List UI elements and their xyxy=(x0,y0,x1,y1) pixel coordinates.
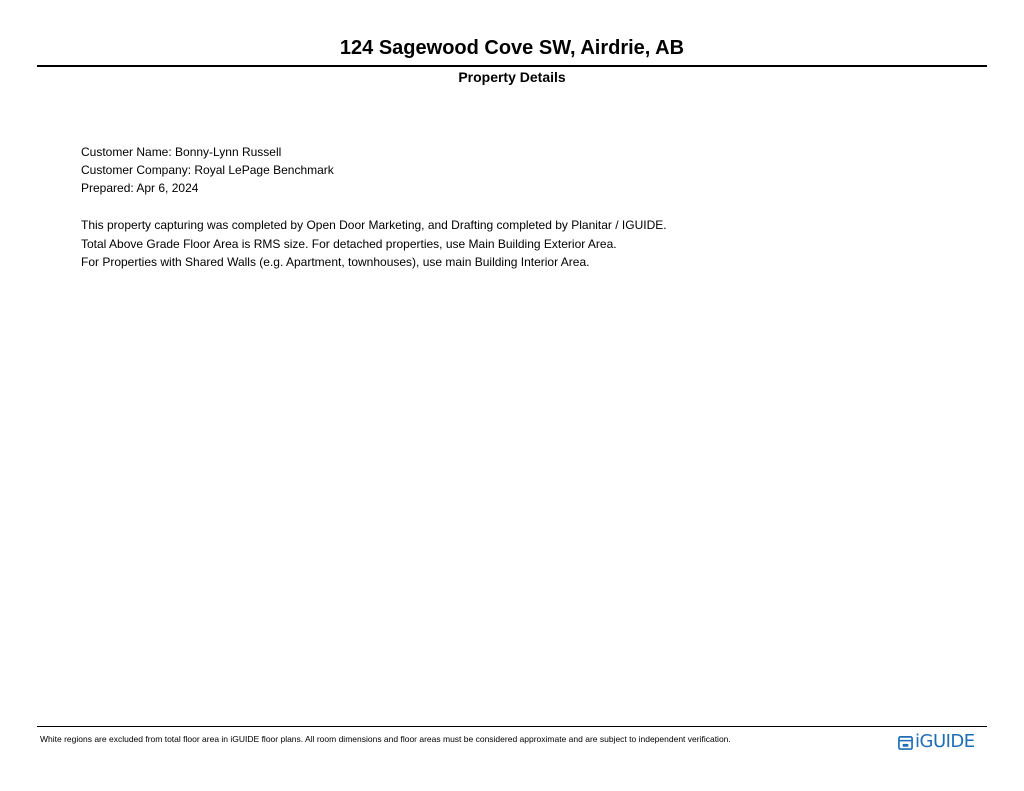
prepared-date: Prepared: Apr 6, 2024 xyxy=(81,181,199,195)
customer-name: Customer Name: Bonny-Lynn Russell xyxy=(81,145,282,159)
customer-details xyxy=(81,143,334,197)
customer-company: Customer Company: Royal LePage Benchmark xyxy=(81,163,334,177)
header-divider xyxy=(37,65,987,67)
footer-disclaimer: White regions are excluded from total floor area in iGUIDE floor plans. All room dimensions and floor areas must be considered approximate and are subject to independent verification. xyxy=(40,734,731,744)
property-notes xyxy=(81,216,667,272)
logo-text: iGUIDE xyxy=(915,731,975,752)
footer-divider xyxy=(37,726,987,727)
page-subtitle: Property Details xyxy=(458,69,566,85)
page-title: 124 Sagewood Cove SW, Airdrie, AB xyxy=(339,37,685,59)
iguide-logo-icon xyxy=(898,735,913,750)
note-line: For Properties with Shared Walls (e.g. Apartment, townhouses), use main Building Interior Area. xyxy=(81,255,590,269)
note-line: This property capturing was completed by Open Door Marketing, and Drafting completed by Planitar / IGUIDE. xyxy=(81,218,667,232)
note-line: Total Above Grade Floor Area is RMS size. For detached properties, use Main Building Exterior Area. xyxy=(81,236,617,251)
iguide-logo xyxy=(898,730,975,754)
